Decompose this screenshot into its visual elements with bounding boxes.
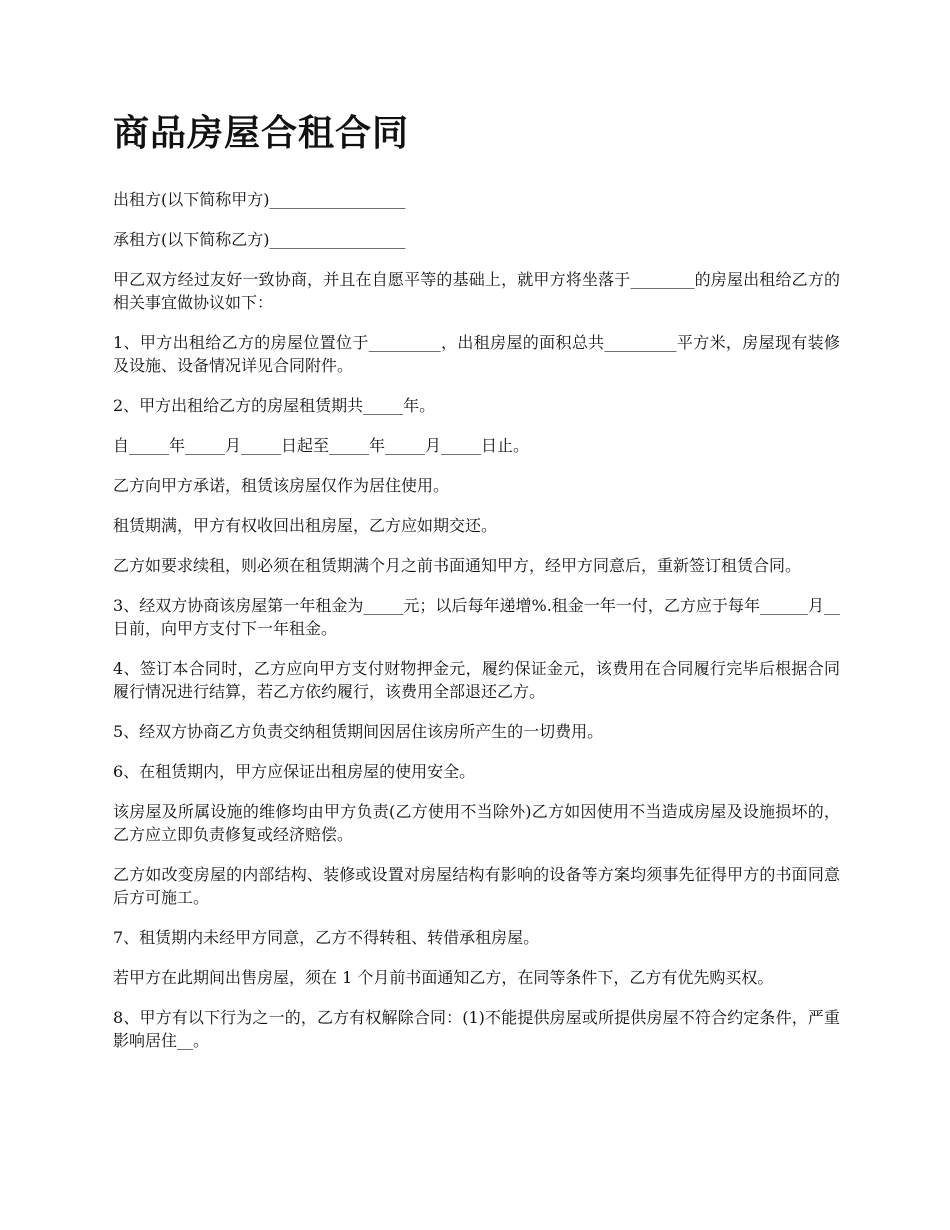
paragraph-preemption: 若甲方在此期间出售房屋，须在 1 个月前书面通知乙方，在同等条件下，乙方有优先购买权。 [113, 968, 774, 987]
paragraph-maintenance: 该房屋及所属设施的维修均由甲方负责(乙方使用不当除外)乙方如因使用不当造成房屋及设施损坏的，乙方应立即负责修复或经济赔偿。 [113, 802, 840, 844]
paragraph-lessee: 承租方(以下简称乙方)_________________ [113, 230, 406, 249]
paragraph-clause-5: 5、经双方协商乙方负责交纳租赁期间因居住该房所产生的一切费用。 [113, 722, 604, 741]
paragraph-clause-3: 3、经双方协商该房屋第一年租金为_____元；以后每年递增%.租金一年一付，乙方应于每年______月__日前，向甲方支付下一年租金。 [113, 596, 840, 638]
paragraph-clause-4: 4、签订本合同时，乙方应向甲方支付财物押金元，履约保证金元，该费用在合同履行完毕后根据合同履行情况进行结算，若乙方依约履行，该费用全部退还乙方。 [113, 659, 840, 701]
paragraph-alterations: 乙方如改变房屋的内部结构、装修或设置对房屋结构有影响的设备等方案均须事先征得甲方的书面同意后方可施工。 [113, 865, 840, 907]
paragraph-clause-8: 8、甲方有以下行为之一的，乙方有权解除合同：(1)不能提供房屋或所提供房屋不符合约定条件，严重影响居住__。 [113, 1008, 840, 1050]
paragraph-clause-6: 6、在租赁期内，甲方应保证出租房屋的使用安全。 [113, 762, 476, 781]
document-page [113, 108, 840, 1069]
paragraph-lease-expiry: 租赁期满，甲方有权收回出租房屋，乙方应如期交还。 [113, 516, 498, 535]
paragraph-lessor: 出租方(以下简称甲方)_________________ [113, 190, 406, 209]
paragraph-clause-1: 1、甲方出租给乙方的房屋位置位于_________，出租房屋的面积总共_________平方米，房屋现有装修及设施、设备情况详见合同附件。 [113, 333, 840, 375]
paragraph-preamble: 甲乙双方经过友好一致协商，并且在自愿平等的基础上，就甲方将坐落于________的房屋出租给乙方的相关事宜做协议如下： [113, 270, 840, 312]
paragraph-term-dates: 自_____年_____月_____日起至_____年_____月_____日止。 [113, 436, 530, 455]
paragraph-clause-2: 2、甲方出租给乙方的房屋租赁期共_____年。 [113, 396, 436, 415]
paragraph-residential-use: 乙方向甲方承诺，租赁该房屋仅作为居住使用。 [113, 476, 450, 495]
document-title: 商品房屋合租合同 [113, 113, 410, 154]
paragraph-clause-7: 7、租赁期内未经甲方同意，乙方不得转租、转借承租房屋。 [113, 928, 540, 947]
paragraph-renewal: 乙方如要求续租，则必须在租赁期满个月之前书面通知甲方，经甲方同意后，重新签订租赁合同。 [113, 556, 802, 575]
